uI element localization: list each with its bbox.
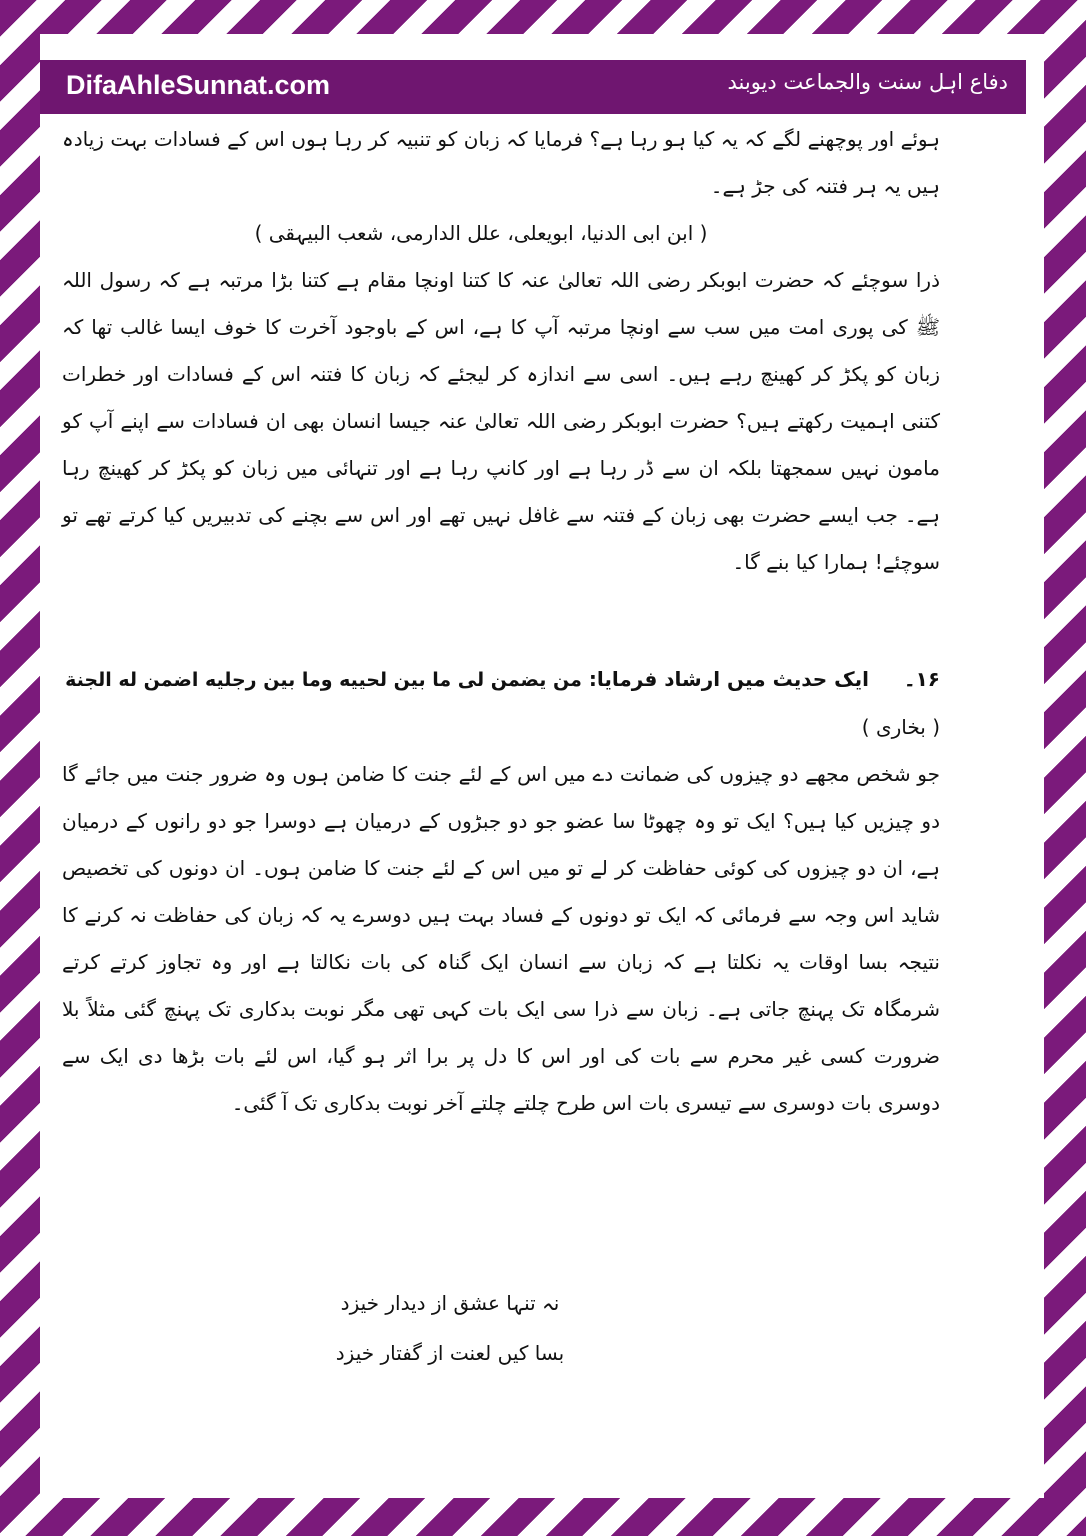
paragraph-3: جو شخص مجھے دو چیزوں کی ضمانت دے میں اس کے لئے جنت کا ضامن ہوں وہ ضرور جنت میں جائے گا دو چیزیں کیا ہیں؟ ایک تو وہ چھوٹا سا عضو جو دو جبڑوں کے درمیان ہے دوسرا جو دو رانوں کے درمیان ہے، ان دو چیزوں کی کوئی حفاظت کر لے تو میں اس کے لئے جنت کا ضامن ہوں۔ ان دونوں کی تخصیص شاید اس وجہ سے فرمائی کہ ایک تو دونوں کے فساد بہت ہیں دوسرے یہ کہ زبان کی حفاظت نہ کرنے کا نتیجہ بسا اوقات یہ نکلتا ہے کہ زبان سے انسان ایک گناہ کی بات نکالتا ہے اور وہ تجاوز کرتے کرتے شرمگاہ تک پہنچ جاتی ہے۔ زبان سے ذرا سی ایک بات کہی تھی مگر نوبت بدکاری تک پہنچ گئی مثلاً بلا ضرورت کسی غیر محرم سے بات کی اور اس کا دل پر برا اثر ہو گیا، اس لئے بات بڑھا دی ایک سے دوسری بات دوسری سے تیسری بات اس طرح چلتے چلتے آخر نوبت بدکاری تک آ گئی۔ — [62, 762, 940, 1115]
hadith-source: ( بخاری ) — [861, 715, 940, 739]
paragraph-1: ہوئے اور پوچھنے لگے کہ یہ کیا ہو رہا ہے؟ فرمایا کہ زبان کو تنبیہ کر رہا ہوں اس کے فسادات بہت زیادہ ہیں یہ ہر فتنہ کی جڑ ہے۔ — [62, 127, 940, 198]
hadith-number: ۱۶۔ — [903, 667, 940, 691]
paragraph-2: ذرا سوچئے کہ حضرت ابوبکر رضی اللہ تعالیٰ عنہ کا کتنا اونچا مقام ہے کتنا بڑا مرتبہ ہے کہ رسول اللہ ﷺ کی پوری امت میں سب سے اونچا مرتبہ آپ کا ہے، اس کے باوجود آخرت کا خوف ایسا غالب تھا کہ زبان کو پکڑ کر کھینچ رہے ہیں۔ اسی سے اندازہ کر لیجئے کہ زبان کا فتنہ اس کے فسادات اور خطرات کتنی اہمیت رکھتے ہیں؟ حضرت ابوبکر رضی اللہ تعالیٰ عنہ جیسا انسان بھی ان فسادات سے اپنے آپ کو مامون نہیں سمجھتا بلکہ ان سے ڈر رہا ہے اور کانپ رہا ہے اور تنہائی میں زبان کو پکڑ کر کھینچ رہا ہے۔ جب ایسے حضرت بھی زبان کے فتنہ سے غافل نہیں تھے اور اس سے بچنے کی تدبیریں کیا کرتے تھے تو سوچئے! ہمارا کیا بنے گا۔ — [62, 268, 940, 574]
couplet-line-1: نہ تنہا عشق از دیدار خیزد — [340, 1291, 560, 1315]
header-band — [40, 60, 1026, 114]
hadith-intro: ایک حدیث میں ارشاد فرمایا: — [588, 667, 870, 691]
content-body — [62, 116, 940, 1127]
couplet — [250, 1278, 690, 1378]
book-title: دفاع اہل سنت والجماعت دیوبند — [727, 70, 1008, 94]
spacer — [62, 586, 940, 656]
hadith-arabic: من یضمن لی ما بین لحییه وما بین رجلیه اضمن له الجنة — [65, 669, 582, 691]
hadith-line — [62, 656, 940, 704]
couplet-line-2: بسا کیں لعنت از گفتار خیزد — [335, 1341, 565, 1365]
citation: ( ابن ابی الدنیا، ابویعلی، علل الدارمی، شعب البیہقی ) — [254, 221, 708, 245]
site-url[interactable]: DifaAhleSunnat.com — [66, 70, 331, 100]
